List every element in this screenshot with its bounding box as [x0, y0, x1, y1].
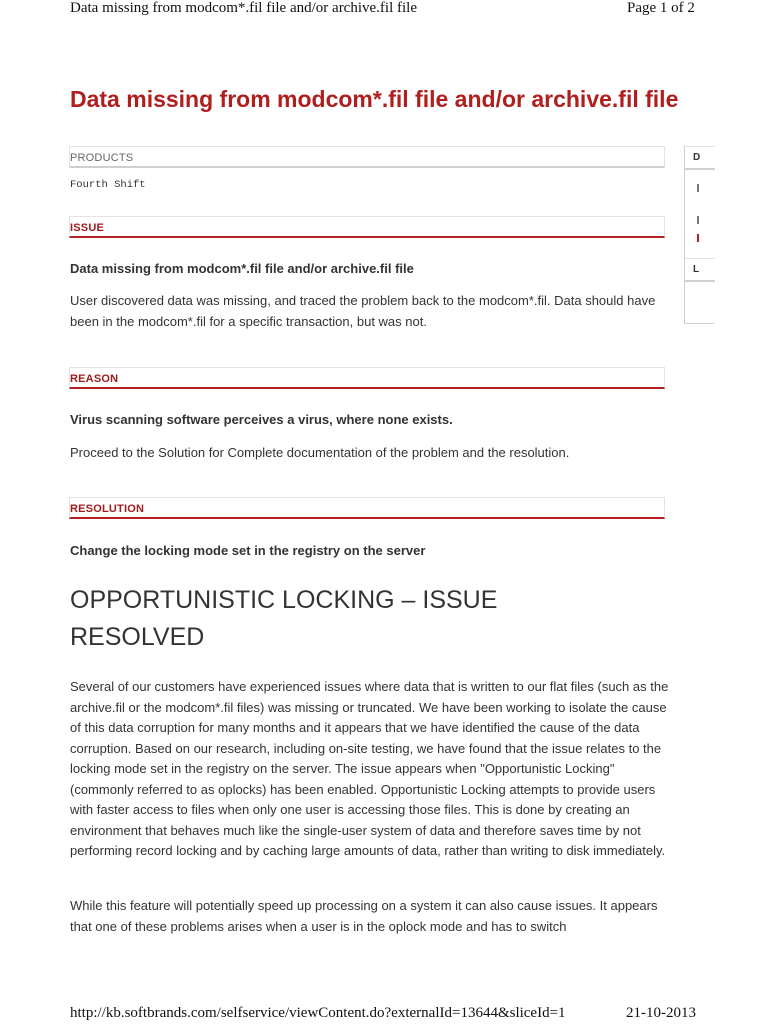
resolution-summary: Change the locking mode set in the registry on the server	[70, 543, 426, 558]
print-header-page-number: Page 1 of 2	[627, 0, 695, 16]
print-header-title: Data missing from modcom*.fil file and/or archive.fil file	[70, 0, 417, 16]
side-panel-header-text: D	[693, 152, 701, 163]
reason-body: Proceed to the Solution for Complete documentation of the problem and the resolution.	[70, 445, 570, 460]
issue-label: ISSUE	[70, 222, 105, 234]
side-panel-item	[697, 216, 699, 224]
side-panel-header	[685, 146, 715, 170]
resolution-paragraph-2: While this feature will potentially speed up processing on a system it can also cause issues. It appears that one of these problems arises when a user is in the oplock mode and has to switch	[70, 898, 658, 934]
reason-summary: Virus scanning software perceives a virus, where none exists.	[70, 412, 453, 427]
products-section-header	[69, 146, 665, 168]
products-label: PRODUCTS	[70, 152, 134, 164]
issue-section-header	[69, 216, 665, 238]
resolution-section-header	[69, 497, 665, 519]
page-title: Data missing from modcom*.fil file and/or archive.fil file	[70, 86, 679, 112]
side-panel-link[interactable]	[697, 234, 699, 242]
print-footer-date: 21-10-2013	[626, 1005, 696, 1021]
resolution-heading: OPPORTUNISTIC LOCKING – ISSUE RESOLVED	[70, 586, 498, 651]
reason-label: REASON	[70, 373, 119, 385]
side-panel-header-text: L	[693, 264, 700, 275]
resolution-paragraph-1: Several of our customers have experienced issues where data that is written to our flat files (such as the archive.fil or the modcom*.fil files) was missing or truncated. We have been working to isolate the cause of this data corruption for many months and it appears that we have identified the cause of the data corruption. Based on our research, including on-site testing, we have found that the issue relates to the locking mode set in the registry on the server. The issue appears when "Opportunistic Locking" (commonly referred to as oplocks) has been enabled. Opportunistic Locking attempts to provide users with faster access to files when only one user is accessing those files. This is done by creating an environment that behaves much like the single-user system of data and therefore saves time by not performing record locking and by caching large amounts of data, rather than writing to disk immediately.	[70, 679, 669, 858]
side-panel-item	[697, 184, 699, 192]
resolution-label: RESOLUTION	[70, 503, 145, 515]
print-footer-url: http://kb.softbrands.com/selfservice/viewContent.do?externalId=13644&sliceId=1	[70, 1005, 566, 1021]
issue-summary: Data missing from modcom*.fil file and/or archive.fil file	[70, 261, 414, 276]
print-footer	[0, 1005, 768, 1024]
issue-body: User discovered data was missing, and traced the problem back to the modcom*.fil. Data should have been in the modcom*.fil for a specific transaction, but was not.	[70, 293, 656, 329]
side-panel-header	[685, 258, 715, 282]
side-panel	[684, 146, 714, 324]
products-value: Fourth Shift	[70, 179, 146, 191]
reason-section-header	[69, 367, 665, 389]
